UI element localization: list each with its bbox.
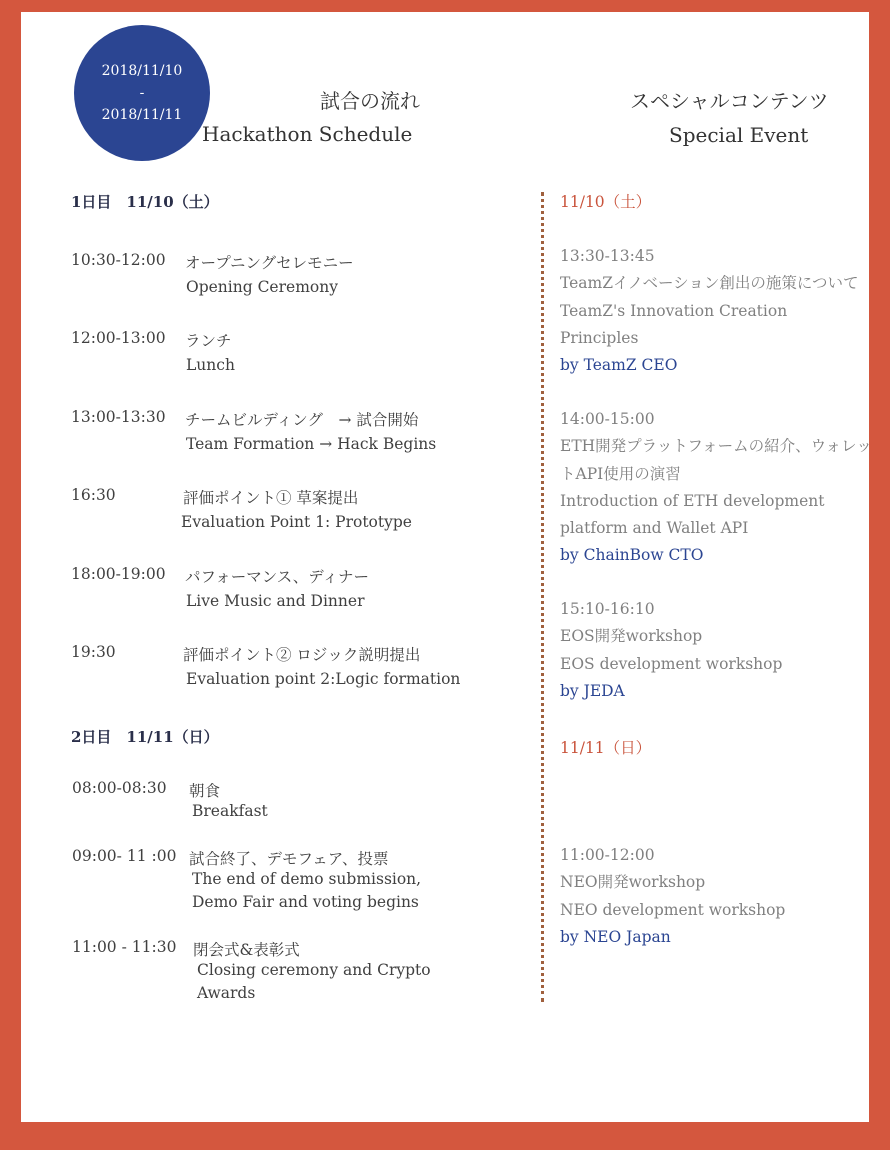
- entry-title-en: Breakfast: [192, 802, 268, 820]
- entry-time: 08:00-08:30: [72, 779, 167, 797]
- event-time: 11:00-12:00: [560, 846, 655, 864]
- entry-time: 09:00- 11 :00: [72, 847, 177, 865]
- entry-time: 11:00 - 11:30: [72, 938, 177, 956]
- entry-title-jp: 閉会式&表彰式: [193, 941, 300, 959]
- entry-time: 10:30-12:00: [71, 251, 166, 269]
- dotted-divider: [541, 192, 544, 1002]
- entry-title-en: Awards: [197, 984, 256, 1002]
- special-day2-date: 11/11（日）: [560, 739, 652, 757]
- schedule-heading-jp: 試合の流れ: [320, 89, 420, 113]
- entry-title-jp: ランチ: [185, 332, 232, 350]
- event-line: TeamZ's Innovation Creation: [560, 301, 788, 320]
- event-line: EOS development workshop: [560, 654, 783, 673]
- entry-title-jp: 評価ポイント② ロジック説明提出: [183, 646, 421, 664]
- event-line: NEO development workshop: [560, 900, 786, 919]
- entry-title-en: The end of demo submission,: [192, 870, 422, 888]
- entry-title-jp: チームビルディング → 試合開始: [185, 411, 419, 429]
- date-separator: -: [139, 85, 145, 101]
- event-line: EOS開発workshop: [560, 627, 703, 646]
- special-event: [560, 596, 782, 705]
- event-speaker: by JEDA: [560, 681, 625, 700]
- event-line: platform and Wallet API: [560, 519, 749, 538]
- entry-title-en: Opening Ceremony: [186, 278, 338, 296]
- event-line: NEO開発workshop: [560, 873, 706, 892]
- event-speaker: by NEO Japan: [560, 927, 671, 946]
- special-event: [560, 406, 872, 570]
- date-end: 2018/11/11: [101, 107, 183, 123]
- entry-time: 18:00-19:00: [71, 565, 166, 583]
- day1-title: 1日目 11/10（土）: [71, 193, 219, 211]
- special-event: [560, 243, 859, 379]
- entry-title-en: Lunch: [186, 356, 235, 374]
- schedule-heading-en: Hackathon Schedule: [202, 122, 413, 146]
- special-day1-date: 11/10（土）: [560, 193, 652, 211]
- entry-time: 19:30: [71, 643, 116, 661]
- event-line: TeamZイノベーション創出の施策について: [560, 274, 859, 293]
- event-speaker: by TeamZ CEO: [560, 356, 678, 375]
- event-speaker: by ChainBow CTO: [560, 546, 704, 565]
- entry-title-jp: オープニングセレモニー: [185, 254, 354, 272]
- entry-title-jp: パフォーマンス、ディナー: [185, 568, 369, 586]
- entry-title-en: Closing ceremony and Crypto: [197, 961, 431, 979]
- event-time: 13:30-13:45: [560, 247, 655, 265]
- event-line: トAPI使用の演習: [560, 464, 681, 483]
- entry-title-en: Evaluation Point 1: Prototype: [181, 513, 412, 531]
- event-line: ETH開発プラットフォームの紹介、ウォレッ: [560, 437, 872, 456]
- date-start: 2018/11/10: [101, 63, 183, 79]
- date-badge: [74, 25, 210, 161]
- entry-title-en: Team Formation → Hack Begins: [186, 435, 437, 453]
- special-event: [560, 842, 785, 951]
- entry-title-en: Live Music and Dinner: [186, 592, 365, 610]
- event-time: 15:10-16:10: [560, 600, 655, 618]
- special-heading-en: Special Event: [669, 123, 809, 147]
- entry-title-jp: 朝食: [189, 782, 221, 800]
- special-heading-jp: スペシャルコンテンツ: [630, 89, 829, 113]
- entry-title-en: Evaluation point 2:Logic formation: [186, 670, 461, 688]
- entry-title-jp: 評価ポイント① 草案提出: [183, 489, 359, 507]
- entry-title-en: Demo Fair and voting begins: [192, 893, 419, 911]
- event-time: 14:00-15:00: [560, 410, 655, 428]
- entry-time: 13:00-13:30: [71, 408, 166, 426]
- entry-title-jp: 試合終了、デモフェア、投票: [189, 850, 389, 868]
- event-line: Principles: [560, 328, 639, 347]
- day2-title: 2日目 11/11（日）: [71, 728, 219, 746]
- entry-time: 12:00-13:00: [71, 329, 166, 347]
- entry-time: 16:30: [71, 486, 116, 504]
- event-line: Introduction of ETH development: [560, 491, 825, 510]
